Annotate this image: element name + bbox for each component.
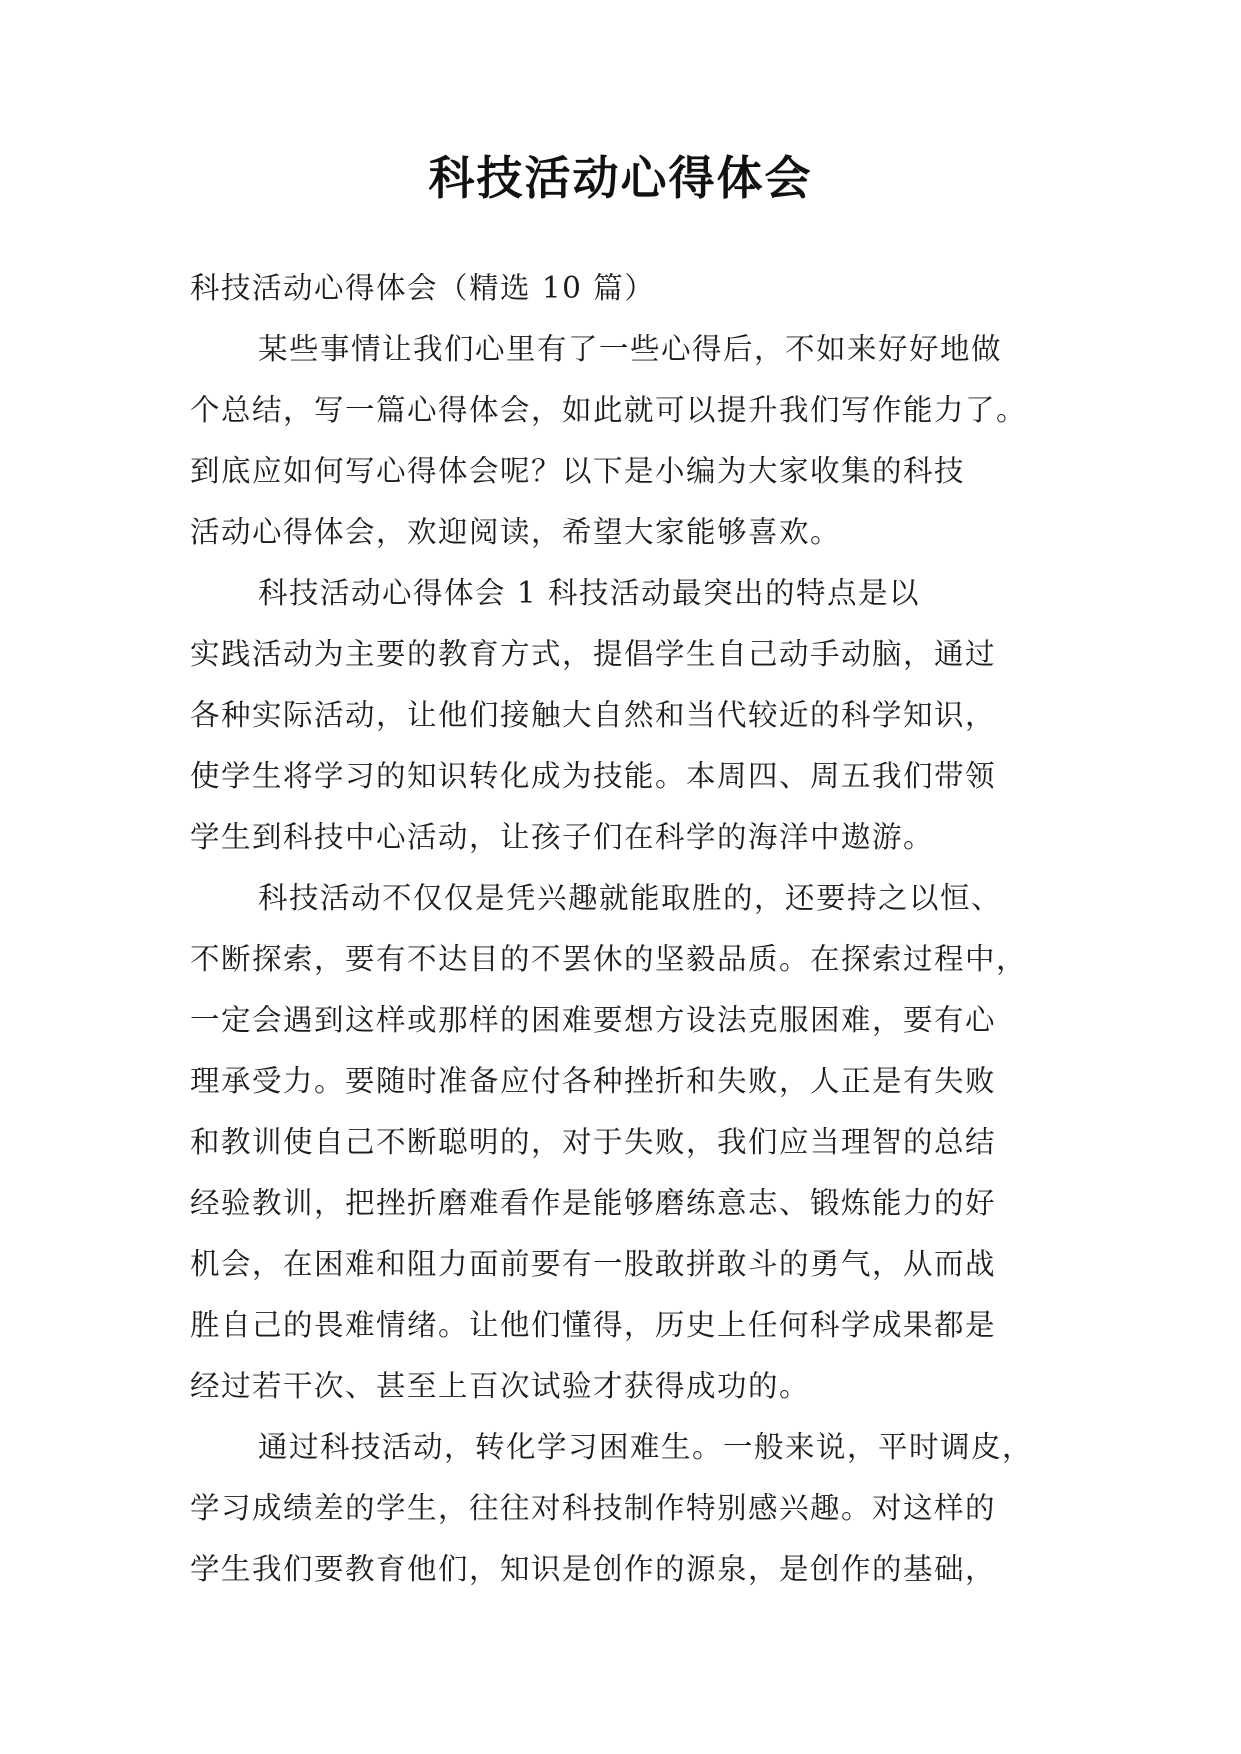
paragraph-line: 学习成绩差的学生，往往对科技制作特别感兴趣。对这样的 <box>190 1491 997 1525</box>
paragraph-line: 某些事情让我们心里有了一些心得后，不如来好好地做 <box>258 332 1003 366</box>
paragraph-line: 活动心得体会，欢迎阅读，希望大家能够喜欢。 <box>190 515 842 549</box>
subtitle-line: 科技活动心得体会（精选 10 篇） <box>190 271 656 305</box>
document-body <box>190 258 1050 1600</box>
paragraph-line: 实践活动为主要的教育方式，提倡学生自己动手动脑，通过 <box>190 637 997 671</box>
paragraph-line: 机会，在困难和阻力面前要有一股敢拼敢斗的勇气，从而战 <box>190 1247 997 1281</box>
paragraph-line: 理承受力。要随时准备应付各种挫折和失败，人正是有失败 <box>190 1064 997 1098</box>
paragraph-line: 到底应如何写心得体会呢？以下是小编为大家收集的科技 <box>190 454 966 488</box>
document-title: 科技活动心得体会 <box>428 151 813 205</box>
paragraph-line: 科技活动不仅仅是凭兴趣就能取胜的，还要持之以恒、 <box>258 881 1003 915</box>
paragraph-line: 一定会遇到这样或那样的困难要想方设法克服困难，要有心 <box>190 1003 997 1037</box>
paragraph-line: 学生到科技中心活动，让孩子们在科学的海洋中遨游。 <box>190 820 935 854</box>
paragraph-line: 经过若干次、甚至上百次试验才获得成功的。 <box>190 1369 811 1403</box>
paragraph-line: 个总结，写一篇心得体会，如此就可以提升我们写作能力了。 <box>190 393 1028 427</box>
paragraph-line: 学生我们要教育他们，知识是创作的源泉，是创作的基础， <box>190 1552 997 1586</box>
paragraph-line: 使学生将学习的知识转化成为技能。本周四、周五我们带领 <box>190 759 997 793</box>
paragraph-line: 各种实际活动，让他们接触大自然和当代较近的科学知识， <box>190 698 997 732</box>
paragraph-line: 和教训使自己不断聪明的，对于失败，我们应当理智的总结 <box>190 1125 997 1159</box>
paragraph-line: 经验教训，把挫折磨难看作是能够磨练意志、锻炼能力的好 <box>190 1186 997 1220</box>
paragraph-line: 通过科技活动，转化学习困难生。一般来说，平时调皮， <box>258 1430 1034 1464</box>
paragraph-line: 科技活动心得体会 1 科技活动最突出的特点是以 <box>258 576 921 610</box>
paragraph-line: 不断探索，要有不达目的不罢休的坚毅品质。在探索过程中， <box>190 942 1028 976</box>
paragraph-line: 胜自己的畏难情绪。让他们懂得，历史上任何科学成果都是 <box>190 1308 997 1342</box>
